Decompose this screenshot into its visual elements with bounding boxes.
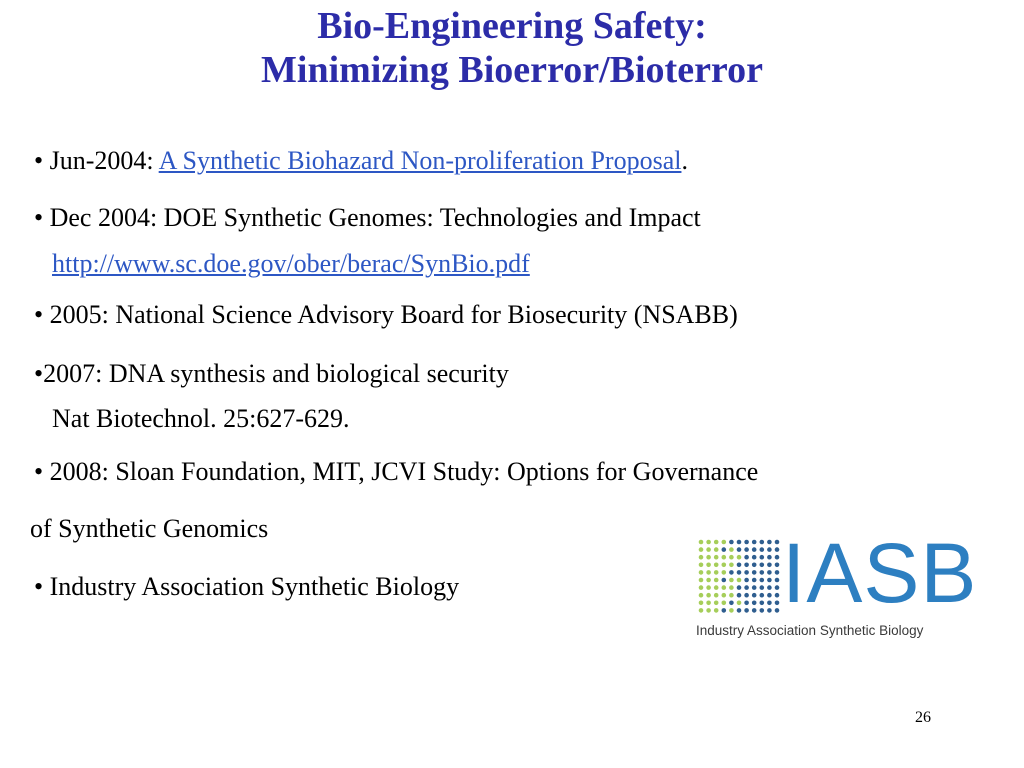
logo-dot: [714, 601, 719, 606]
logo-dot: [714, 585, 719, 590]
logo-dot: [706, 540, 711, 545]
logo-dot: [714, 555, 719, 560]
logo-dot: [729, 563, 734, 568]
logo-dot: [760, 601, 765, 606]
logo-dot: [729, 570, 734, 575]
logo-dot: [722, 578, 727, 583]
logo-dot: [744, 555, 749, 560]
logo-dot: [760, 540, 765, 545]
logo-dot: [737, 585, 742, 590]
logo-dot: [767, 608, 772, 613]
logo-tagline: Industry Association Synthetic Biology: [696, 623, 924, 638]
logo-dot: [714, 593, 719, 598]
logo-dot: [760, 578, 765, 583]
logo-dot: [729, 578, 734, 583]
logo-dot: [714, 563, 719, 568]
logo-dot-grid-icon: [698, 539, 782, 615]
slide-title: [0, 4, 1024, 92]
logo-dot: [729, 555, 734, 560]
doe-synbio-pdf-link[interactable]: http://www.sc.doe.gov/ober/berac/SynBio.pdf: [52, 249, 530, 278]
bullet-item-2008-continuation: [30, 514, 268, 544]
logo-dot: [714, 608, 719, 613]
logo-dot: [714, 540, 719, 545]
logo-dot: [744, 570, 749, 575]
bullet-continuation-text: of Synthetic Genomics: [30, 514, 269, 543]
logo-dot: [775, 578, 780, 583]
logo-dot: [767, 578, 772, 583]
logo-dot: [752, 585, 757, 590]
page-number: 26: [915, 709, 931, 726]
logo-dot: [737, 608, 742, 613]
logo-dot: [706, 570, 711, 575]
title-line-2: Minimizing Bioerror/Bioterror: [261, 49, 763, 91]
bullet-item-2007: [34, 359, 509, 389]
bullet-text: • Industry Association Synthetic Biology: [34, 572, 460, 601]
bullet-text: • 2005: National Science Advisory Board for Biosecurity (NSABB): [34, 300, 738, 329]
logo-dot: [752, 608, 757, 613]
logo-dot: [729, 608, 734, 613]
logo-dot: [744, 547, 749, 552]
logo-dot: [760, 547, 765, 552]
logo-dot: [737, 563, 742, 568]
logo-dot: [752, 578, 757, 583]
logo-dot: [760, 570, 765, 575]
logo-dot: [752, 555, 757, 560]
logo-dot: [775, 601, 780, 606]
bullet-text: • 2008: Sloan Foundation, MIT, JCVI Study: Options for Governance: [34, 457, 759, 486]
logo-dot: [737, 601, 742, 606]
logo-dot: [767, 570, 772, 575]
bullet-suffix: .: [681, 146, 688, 175]
logo-dot: [706, 601, 711, 606]
logo-dot: [760, 555, 765, 560]
title-line-1: Bio-Engineering Safety:: [317, 5, 707, 47]
logo-dot: [775, 585, 780, 590]
logo-dot: [699, 601, 704, 606]
logo-dot: [775, 540, 780, 545]
logo-dot: [744, 563, 749, 568]
logo-dot: [722, 540, 727, 545]
logo-dot: [752, 563, 757, 568]
logo-dot: [775, 555, 780, 560]
bullet-item-dec-2004-link-line: [34, 249, 530, 279]
bullet-item-iasb: [34, 572, 459, 602]
logo-dot: [706, 593, 711, 598]
logo-dot: [767, 555, 772, 560]
logo-dot: [729, 593, 734, 598]
logo-dot: [714, 547, 719, 552]
logo-dot: [714, 578, 719, 583]
logo-dot: [760, 593, 765, 598]
bullet-prefix: • Jun-2004:: [34, 146, 159, 175]
logo-dot: [744, 540, 749, 545]
logo-dot: [767, 601, 772, 606]
logo-dot: [760, 608, 765, 613]
bullet-text: •2007: DNA synthesis and biological security: [34, 359, 509, 388]
logo-dot: [775, 593, 780, 598]
logo-dot: [722, 601, 727, 606]
bullet-item-2005: [34, 300, 738, 330]
logo-dot: [722, 563, 727, 568]
biohazard-proposal-link[interactable]: A Synthetic Biohazard Non-proliferation Proposal: [158, 146, 682, 175]
logo-dot: [706, 578, 711, 583]
logo-dot: [737, 547, 742, 552]
logo-dot: [722, 593, 727, 598]
bullet-text: • Dec 2004: DOE Synthetic Genomes: Technologies and Impact: [34, 203, 701, 232]
logo-dot: [767, 540, 772, 545]
logo-dot: [729, 547, 734, 552]
logo-dot: [737, 555, 742, 560]
logo-dot: [706, 563, 711, 568]
logo-dot: [760, 585, 765, 590]
logo-dot: [706, 585, 711, 590]
logo-dot: [706, 608, 711, 613]
logo-dot: [722, 547, 727, 552]
logo-dot: [699, 578, 704, 583]
bullet-item-dec-2004: [34, 203, 701, 233]
bullet-continuation-text: Nat Biotechnol. 25:627-629.: [52, 404, 350, 433]
logo-dot: [752, 540, 757, 545]
logo-dot: [737, 593, 742, 598]
logo-dot: [722, 570, 727, 575]
logo-dot: [722, 585, 727, 590]
logo-dot: [699, 593, 704, 598]
logo-dot: [767, 593, 772, 598]
logo-dot: [706, 547, 711, 552]
logo-dot: [729, 585, 734, 590]
iasb-logo: [694, 526, 978, 643]
logo-dot: [722, 608, 727, 613]
logo-dot: [760, 563, 765, 568]
logo-dot: [699, 547, 704, 552]
logo-dot: [699, 585, 704, 590]
logo-dot: [699, 570, 704, 575]
logo-dot: [775, 547, 780, 552]
logo-dot: [699, 563, 704, 568]
logo-dot: [767, 585, 772, 590]
logo-letters: IASB: [782, 526, 978, 620]
logo-dot: [722, 555, 727, 560]
logo-dot: [767, 563, 772, 568]
logo-dot: [767, 547, 772, 552]
logo-dot: [699, 540, 704, 545]
bullet-item-jun-2004: [34, 146, 688, 176]
bullet-item-2007-continuation: [34, 404, 350, 434]
logo-dot: [752, 547, 757, 552]
bullet-item-2008: [34, 457, 758, 487]
logo-dot: [729, 540, 734, 545]
logo-dot: [737, 570, 742, 575]
logo-dot: [752, 601, 757, 606]
logo-dot: [737, 540, 742, 545]
logo-dot: [752, 593, 757, 598]
logo-dot: [775, 563, 780, 568]
logo-dot: [752, 570, 757, 575]
logo-dot: [775, 608, 780, 613]
logo-dot: [699, 608, 704, 613]
logo-dot: [744, 585, 749, 590]
logo-dot: [699, 555, 704, 560]
logo-dot: [729, 601, 734, 606]
logo-dot: [706, 555, 711, 560]
logo-dot: [744, 608, 749, 613]
logo-dot: [737, 578, 742, 583]
logo-dot: [775, 570, 780, 575]
logo-dot: [714, 570, 719, 575]
logo-dot: [744, 601, 749, 606]
logo-dot: [744, 578, 749, 583]
logo-dot: [744, 593, 749, 598]
